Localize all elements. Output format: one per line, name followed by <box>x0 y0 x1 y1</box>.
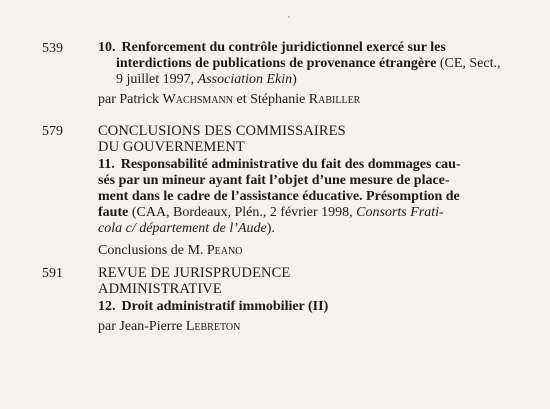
author-prefix: par Patrick <box>98 92 160 107</box>
article-number: 10. <box>98 40 116 55</box>
article-number: 11. <box>98 157 115 172</box>
conclusions-prefix: Conclusions de M. <box>98 243 204 258</box>
article-citation-party: Consorts Frati- <box>356 205 444 220</box>
page-number: 579 <box>42 124 63 139</box>
article-title-line-1: Renforcement du contrôle juridictionnel exercé sur les <box>121 40 446 55</box>
section-title <box>98 265 510 297</box>
section-title-line: REVUE DE JURISPRUDENCE <box>98 265 291 281</box>
article-12 <box>98 299 510 315</box>
scan-speck <box>288 16 290 18</box>
article-title-line-2: interdictions de publications de provenance étrangère <box>116 56 437 71</box>
author-name: Lebreton <box>185 319 241 334</box>
section-title <box>98 123 510 155</box>
author-prefix: par Jean-Pierre <box>98 319 183 334</box>
page-number: 539 <box>42 41 63 56</box>
article-title-end: faute <box>98 205 129 220</box>
article-citation-party-cont: cola c/ département de l’Aude <box>98 221 267 236</box>
article-title: Droit administratif immobilier (II) <box>121 299 329 314</box>
author-name: Peano <box>206 243 243 258</box>
author-joiner: et Stéphanie <box>236 92 306 107</box>
article-title-line-1: Responsabilité administrative du fait des dommages cau- <box>120 157 461 172</box>
article-authors <box>98 92 510 108</box>
article-title-line-2: sés par un mineur ayant fait l’objet d’une mesure de place- <box>98 173 450 188</box>
article-citation-party: Association Ekin <box>197 72 293 87</box>
article-conclusions <box>98 243 510 259</box>
page-number: 591 <box>42 266 63 281</box>
article-citation-end: ) <box>292 72 297 87</box>
article-citation-date: 9 juillet 1997, <box>116 72 195 87</box>
section-title-line: ADMINISTRATIVE <box>98 281 222 297</box>
section-title-line: CONCLUSIONS DES COMMISSAIRES <box>98 123 346 139</box>
section-title-line: DU GOUVERNEMENT <box>98 139 245 155</box>
article-authors <box>98 319 510 335</box>
article-citation-end: ). <box>266 221 275 236</box>
article-title-line-3: ment dans le cadre de l’assistance éducative. Présomption de <box>98 189 460 204</box>
article-10 <box>98 40 510 88</box>
article-citation: (CAA, Bordeaux, Plén., 2 février 1998, <box>131 205 353 220</box>
article-11 <box>98 157 510 237</box>
article-number: 12. <box>98 299 116 314</box>
author-name: Rabiller <box>308 92 361 107</box>
article-citation: (CE, Sect., <box>439 56 501 71</box>
author-name: Wachsmann <box>162 92 233 107</box>
